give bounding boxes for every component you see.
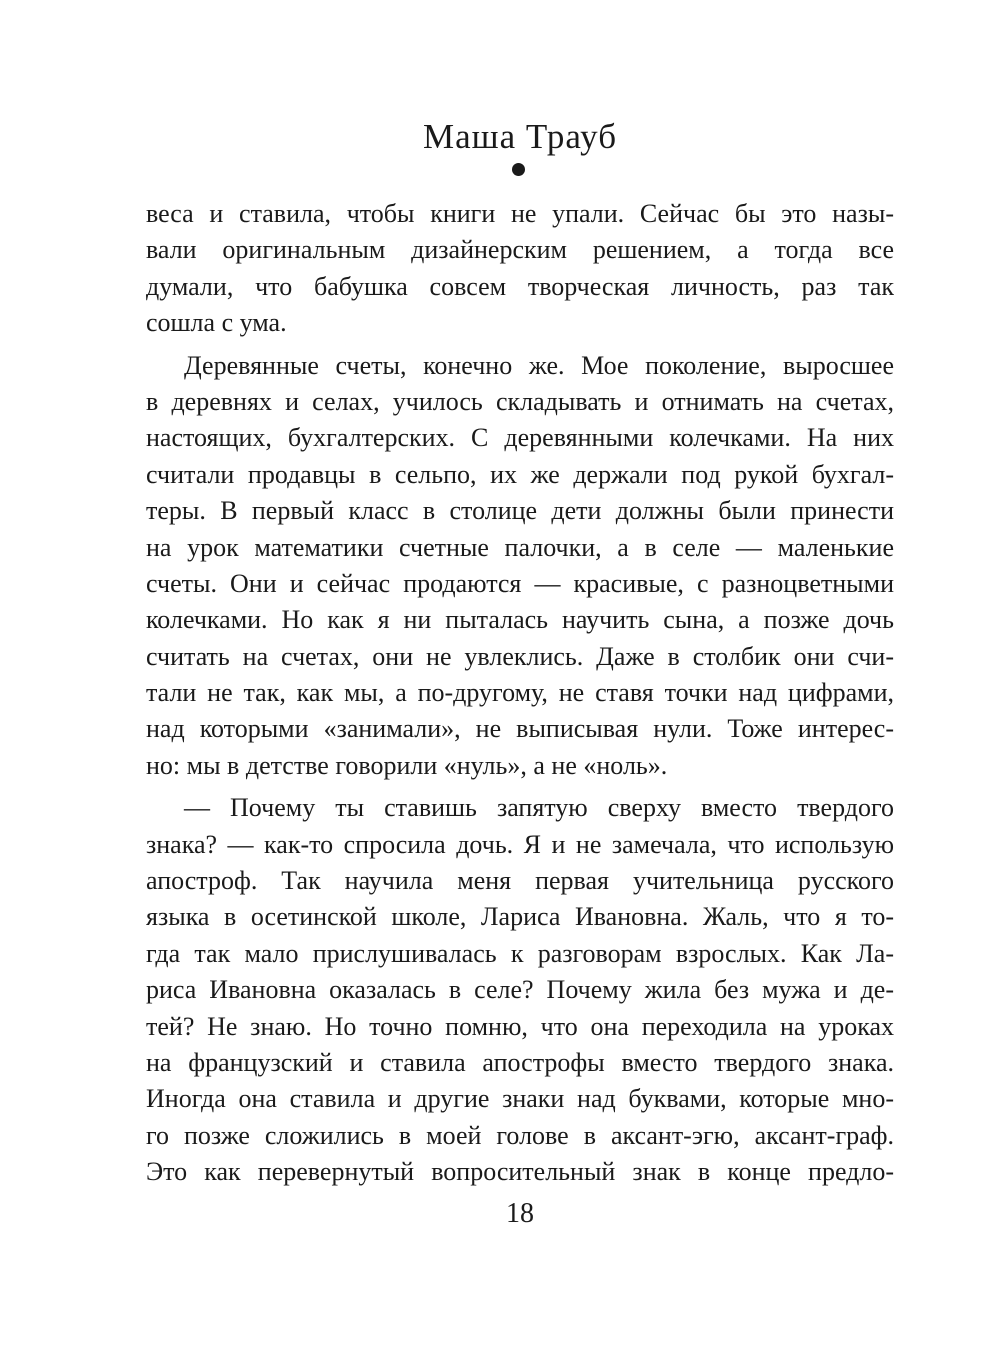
text-line: — Почему ты ставишь запятую сверху вместо твердого [184,793,894,823]
page-number: 18 [506,1198,534,1229]
text-line: го позже сложились в моей голове в аксант-эгю, аксант-граф. [146,1120,894,1150]
text-line: считали продавцы в сельпо, их же держали под рукой бухгал- [146,459,894,489]
running-header-author: Маша Трауб [422,117,618,156]
text-line: счеты. Они и сейчас продаются — красивые, с разноцветными [146,568,894,598]
text-line: над которыми «занимали», не выписывая нули. Тоже интерес- [146,714,894,744]
text-line: вали оригинальным дизайнерским решением, а тогда все [146,235,894,265]
text-line: колечками. Но как я ни пыталась научить сына, а позже дочь [146,605,894,635]
text-line: Это как перевернутый вопросительный знак в конце предло- [146,1157,894,1187]
text-line: риса Ивановна оказалась в селе? Почему жила без мужа и де- [146,975,894,1005]
text-line: Иногда она ставила и другие знаки над буквами, которые мно- [146,1084,894,1114]
body-text [146,196,894,1191]
text-line: тали не так, как мы, а по-другому, не ставя точки над цифрами, [146,678,894,708]
text-line: апостроф. Так научила меня первая учительница русского [146,866,894,896]
text-line: Деревянные счеты, конечно же. Мое поколение, выросшее [184,350,894,380]
text-line: на французский и ставила апострофы вместо твердого знака. [146,1047,894,1077]
text-line: веса и ставила, чтобы книги не упали. Сейчас бы это назы- [146,199,894,228]
text-line: настоящих, бухгалтерских. С деревянными колечками. На них [146,423,894,453]
text-line: в деревнях и селах, училось складывать и отнимать на счетах, [146,386,894,416]
text-line: тей? Не знаю. Но точно помню, что она переходила на уроках [146,1011,894,1041]
paragraph [146,196,894,342]
text-line: знака? — как-то спросила дочь. Я и не замечала, что использую [146,829,894,859]
text-line: гда так мало прислушивалась к разговорам взрослых. Как Ла- [146,938,894,968]
text-line: сошла с ума. [146,308,287,338]
text-line: но: мы в детстве говорили «нуль», а не «ноль». [146,750,668,780]
text-line: думали, что бабушка совсем творческая личность, раз так [146,271,894,301]
bullet-ornament-icon [512,163,525,176]
text-line: теры. В первый класс в столице дети должны были принести [146,496,894,526]
paragraph [146,790,894,1190]
text-line: языка в осетинской школе, Лариса Ивановна. Жаль, что я то- [146,902,894,932]
text-line: на урок математики счетные палочки, а в селе — маленькие [146,532,894,562]
text-line: считать на счетах, они не увлеклись. Даже в столбик они счи- [146,641,894,671]
paragraph [146,348,894,785]
